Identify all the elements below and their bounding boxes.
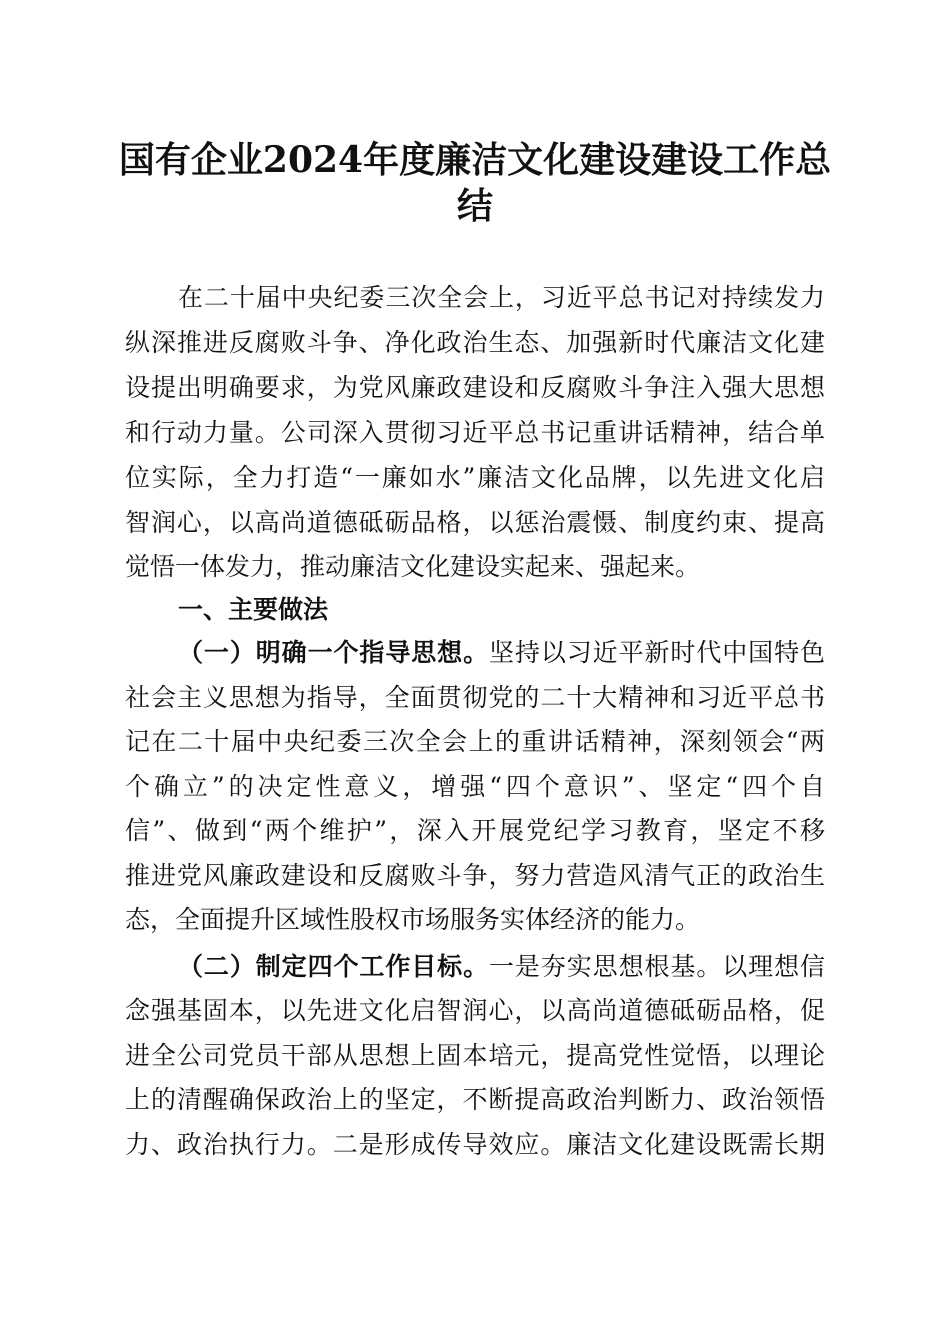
paragraph-text: 一是夯实思想根基。以理想信 xyxy=(489,952,825,981)
document-title-line-2: 结 xyxy=(456,185,493,227)
paragraph-line: 进全公司党员干部从思想上固本培元，提高党性觉悟，以理论 xyxy=(125,1041,825,1070)
paragraph-line xyxy=(178,631,825,675)
paragraph-text: 坚持以习近平新时代中国特色 xyxy=(489,638,825,667)
section-heading: 一、主要做法 xyxy=(178,595,329,624)
paragraph-line: 社会主义思想为指导，全面贯彻党的二十大精神和习近平总书 xyxy=(125,683,825,712)
paragraph-line: 信”、做到“两个维护”，深入开展党纪学习教育，坚定不移 xyxy=(125,816,825,845)
paragraph-lead: （二）制定四个工作目标。 xyxy=(178,952,489,981)
paragraph-line: 上的清醒确保政治上的坚定，不断提高政治判断力、政治领悟 xyxy=(125,1085,825,1114)
paragraph-line: 智润心，以高尚道德砥砺品格，以惩治震慑、制度约束、提高 xyxy=(125,508,825,537)
paragraph-line: 力、政治执行力。二是形成传导效应。廉洁文化建设既需长期 xyxy=(125,1130,825,1159)
paragraph-line: 和行动力量。公司深入贯彻习近平总书记重讲话精神，结合单 xyxy=(125,418,825,447)
paragraph-lead: （一）明确一个指导思想。 xyxy=(178,638,489,667)
paragraph-line: 位实际，全力打造“一廉如水”廉洁文化品牌，以先进文化启 xyxy=(125,463,825,492)
document-title-line-1: 国有企业2024年度廉洁文化建设建设工作总 xyxy=(118,139,832,181)
paragraph-line: 态，全面提升区域性股权市场服务实体经济的能力。 xyxy=(125,905,701,934)
paragraph-line: 推进党风廉政建设和反腐败斗争，努力营造风清气正的政治生 xyxy=(125,861,825,890)
paragraph-line: 念强基固本，以先进文化启智润心，以高尚道德砥砺品格，促 xyxy=(125,996,825,1025)
paragraph-line: 记在二十届中央纪委三次全会上的重讲话精神，深刻领会“两 xyxy=(125,727,825,756)
paragraph-line: 纵深推进反腐败斗争、净化政治生态、加强新时代廉洁文化建 xyxy=(125,328,825,357)
paragraph-line: 个确立”的决定性意义，增强“四个意识”、坚定“四个自 xyxy=(125,772,826,801)
paragraph-line: 在二十届中央纪委三次全会上，习近平总书记对持续发力 xyxy=(178,283,825,312)
paragraph-line xyxy=(178,945,825,989)
paragraph-line: 觉悟一体发力，推动廉洁文化建设实起来、强起来。 xyxy=(125,552,701,581)
paragraph-line: 设提出明确要求，为党风廉政建设和反腐败斗争注入强大思想 xyxy=(125,373,825,402)
